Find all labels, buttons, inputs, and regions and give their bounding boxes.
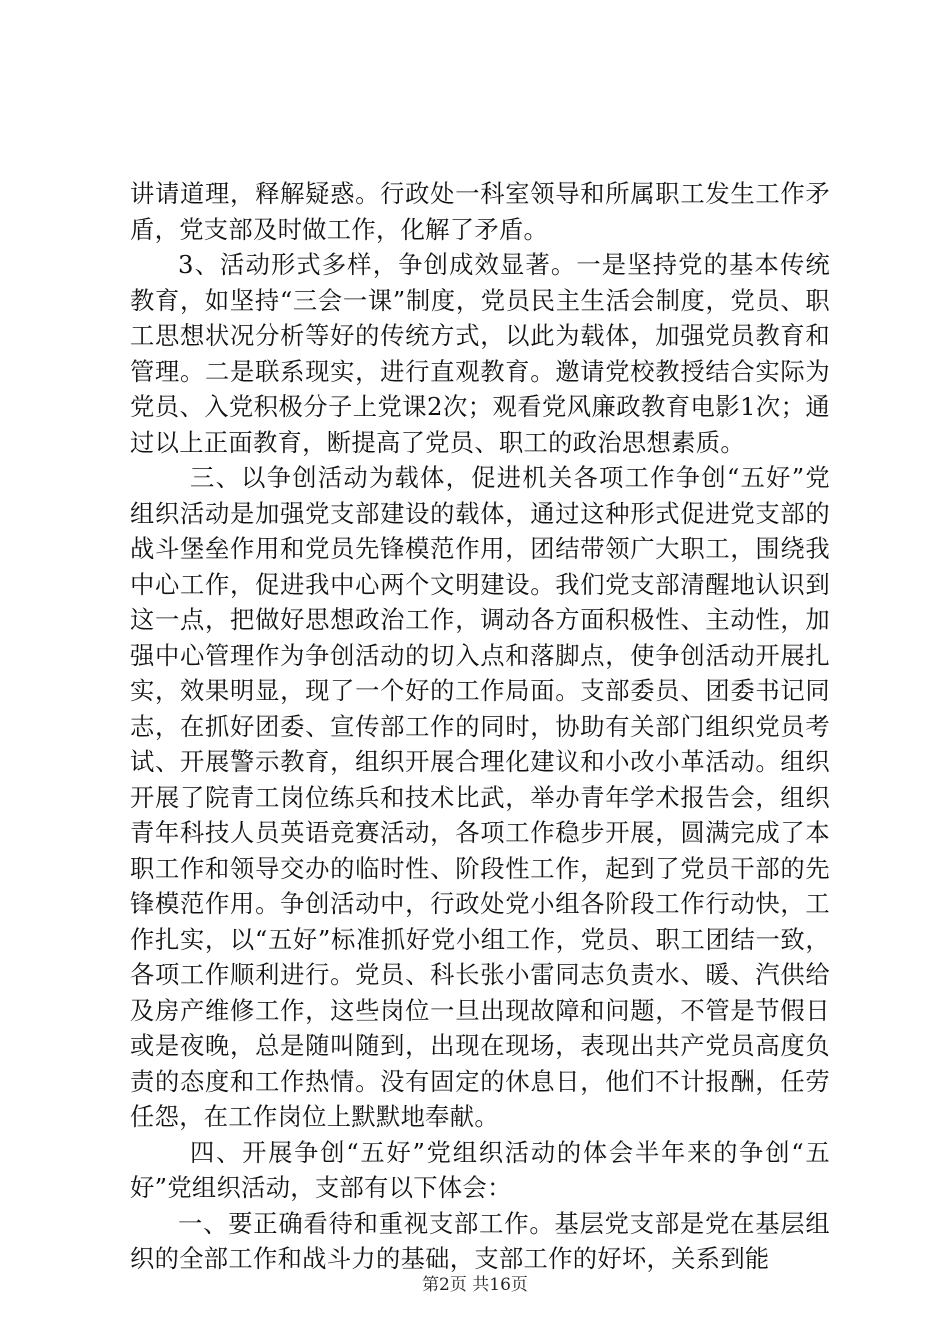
document-body <box>130 176 830 1277</box>
paragraph-3: 三、以争创活动为载体，促进机关各项工作争创“五好”党组织活动是加强党支部建设的载体，通过这种形式促进党支部的战斗堡垒作用和党员先锋模范作用，团结带领广大职工，围绕我中心工作，促进我中心两个文明建设。我们党支部清醒地认识到这一点，把做好思想政治工作，调动各方面积极性、主动性，加强中心管理作为争创活动的切入点和落脚点，使争创活动开展扎实，效果明显，现了一个好的工作局面。支部委员、团委书记同志，在抓好团委、宣传部工作的同时，协助有关部门组织党员考试、开展警示教育，组织开展合理化建议和小改小革活动。组织开展了院青工岗位练兵和技术比武，举办青年学术报告会，组织青年科技人员英语竞赛活动，各项工作稳步开展，圆满完成了本职工作和领导交办的临时性、阶段性工作，起到了党员干部的先锋模范作用。争创活动中，行政处党小组各阶段工作行动快，工作扎实，以“五好”标准抓好党小组工作，党员、职工团结一致，各项工作顺利进行。党员、科长张小雷同志负责水、暖、汽供给及房产维修工作，这些岗位一旦出现故障和问题，不管是节假日或是夜晚，总是随叫随到，出现在现场，表现出共产党员高度负责的态度和工作热情。没有固定的休息日，他们不计报酬，任劳任怨，在工作岗位上默默地奉献。 <box>130 463 830 1131</box>
paragraph-5: 一、要正确看待和重视支部工作。基层党支部是党在基层组织的全部工作和战斗力的基础，支部工作的好坏，关系到能 <box>130 1208 830 1273</box>
page-footer: 第2页 共16页 <box>422 1275 528 1295</box>
paragraph-2: 3、活动形式多样，争创成效显著。一是坚持党的基本传统教育，如坚持“三会一课”制度，党员民主生活会制度，党员、职工思想状况分析等好的传统方式，以此为载体，加强党员教育和管理。二是联系现实，进行直观教育。邀请党校教授结合实际为党员、入党积极分子上党课2次；观看党风廉政教育电影1次；通过以上正面教育，断提高了党员、职工的政治思想素质。 <box>130 250 830 457</box>
paragraph-1: 讲请道理，释解疑惑。行政处一科室领导和所属职工发生工作矛盾，党支部及时做工作，化解了矛盾。 <box>130 179 830 244</box>
paragraph-4: 四、开展争创“五好”党组织活动的体会半年来的争创“五好”党组织活动，支部有以下体会： <box>130 1137 830 1202</box>
